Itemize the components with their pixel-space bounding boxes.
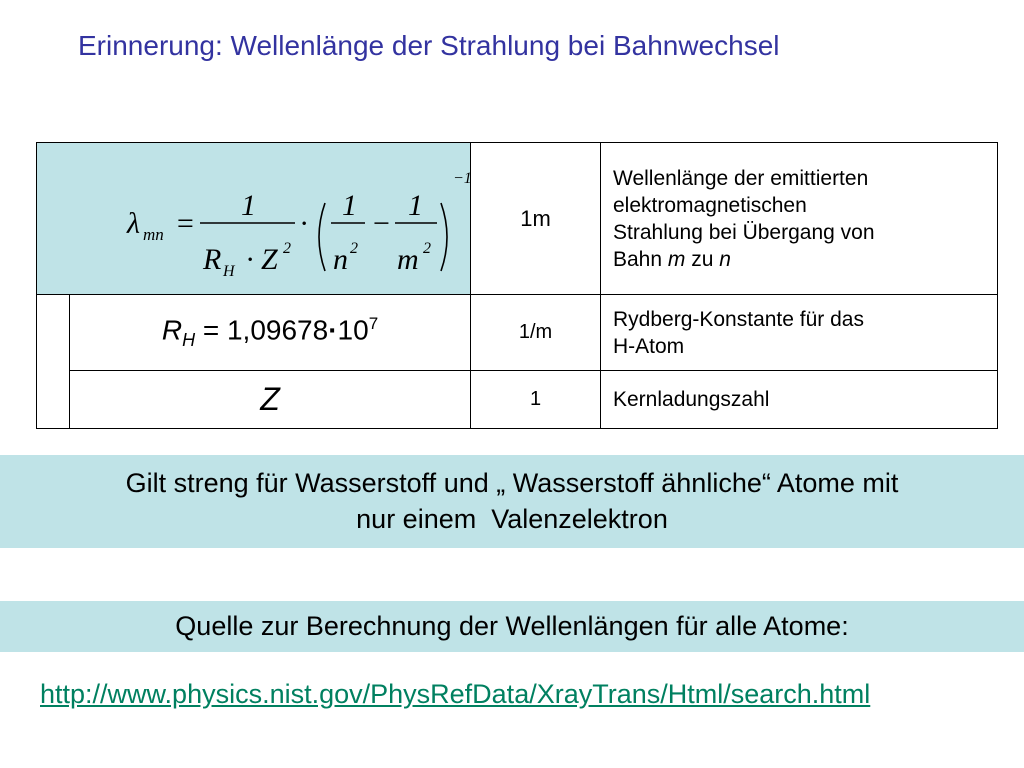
formula-Z: Z xyxy=(261,243,278,276)
desc-lambda-line-1: Wellenlänge der emittierten xyxy=(613,166,869,190)
formula-cdot-2: · xyxy=(300,207,308,240)
rydberg-power-exp: 7 xyxy=(368,314,379,334)
formula-cdot-1: · xyxy=(246,243,254,276)
source-note: Quelle zur Berechnung der Wellenlängen für alle Atome: xyxy=(0,601,1024,652)
desc-bahn: Bahn xyxy=(613,247,668,271)
formula-R: R xyxy=(203,243,222,276)
nist-link[interactable]: http://www.physics.nist.gov/PhysRefData/XrayTrans/Html/search.html xyxy=(40,679,871,709)
desc-n: n xyxy=(719,247,731,271)
rydberg-value xyxy=(70,295,471,371)
formula-numerator-one: 1 xyxy=(241,189,256,222)
desc-lambda-line-3: Strahlung bei Übergang von xyxy=(613,220,875,244)
formula-equals: = xyxy=(175,207,196,240)
desc-lambda-line-4 xyxy=(613,246,987,273)
rydberg-symbol-sub: H xyxy=(182,329,196,350)
formula-R-sub: H xyxy=(223,263,235,280)
validity-note xyxy=(0,455,1024,548)
table-row-z xyxy=(37,371,998,429)
unit-lambda: 1m xyxy=(471,143,601,295)
left-paren xyxy=(319,203,325,271)
formula-cell xyxy=(37,143,471,295)
table-row-formula xyxy=(37,143,998,295)
formula-minus: − xyxy=(371,207,392,240)
rydberg-power-base: 10 xyxy=(337,314,369,346)
rydberg-dot: · xyxy=(328,314,338,346)
validity-note-line-1: Gilt streng für Wasserstoff und „ Wasserstoff ähnliche“ Atome mit xyxy=(125,468,899,498)
unit-z: 1 xyxy=(471,371,601,429)
desc-lambda xyxy=(601,143,998,295)
desc-m: m xyxy=(667,247,686,271)
formula-n: n xyxy=(333,243,348,276)
formula-lambda: λ xyxy=(127,207,140,240)
rydberg-symbol: R xyxy=(161,314,183,346)
slide-title: Erinnerung: Wellenlänge der Strahlung bei Bahnwechsel xyxy=(78,30,780,61)
desc-z: Kernladungszahl xyxy=(601,371,998,429)
right-paren xyxy=(441,203,447,271)
formula-lambda-sub: mn xyxy=(143,225,164,244)
formula-Z-exp: 2 xyxy=(283,240,291,257)
formula-exp-neg-one: −1 xyxy=(453,170,471,187)
formula-m-exp: 2 xyxy=(423,240,431,257)
validity-note-line-2: nur einem Valenzelektron xyxy=(356,504,668,534)
desc-zu: zu xyxy=(685,247,720,271)
wavelength-formula xyxy=(37,143,471,289)
formula-m: m xyxy=(397,243,419,276)
z-symbol: Z xyxy=(70,371,471,429)
unit-rydberg: 1/m xyxy=(471,295,601,371)
formula-one-m: 1 xyxy=(408,189,423,222)
formula-n-exp: 2 xyxy=(350,240,358,257)
rydberg-number: = 1,09678 xyxy=(195,314,329,346)
formula-one-n: 1 xyxy=(342,189,357,222)
desc-rydberg-line-2: H-Atom xyxy=(613,334,685,358)
desc-rydberg-line-1: Rydberg-Konstante für das xyxy=(613,307,864,331)
table-row-rydberg xyxy=(37,295,998,371)
desc-lambda-line-2: elektromagnetischen xyxy=(613,193,807,217)
formula-table xyxy=(36,142,998,429)
table-margin-cell xyxy=(37,295,70,429)
desc-rydberg xyxy=(601,295,998,371)
